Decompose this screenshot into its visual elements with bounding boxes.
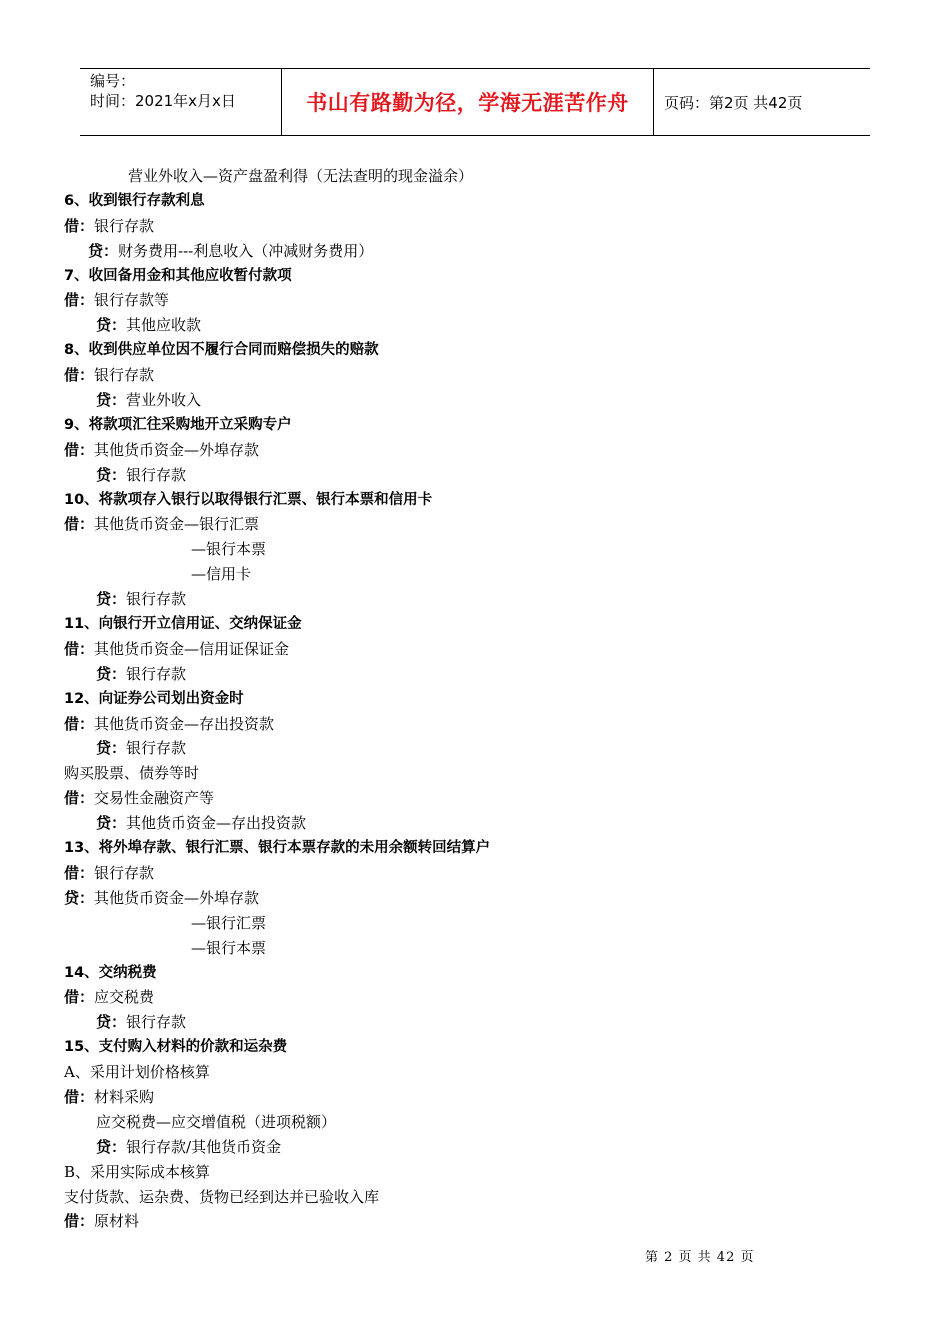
section-heading: 11、向银行开立信用证、交纳保证金 xyxy=(64,616,302,633)
journal-entry-line xyxy=(64,388,884,413)
body-text-line: —信用卡 xyxy=(191,565,252,584)
entry-account-text: 原材料 xyxy=(94,1212,140,1231)
header-meta-cell xyxy=(80,69,282,135)
entry-account-text: 银行存款 xyxy=(126,1013,187,1032)
journal-entry-line xyxy=(64,662,884,687)
entry-account-text: 银行存款等 xyxy=(94,291,170,310)
section-heading: 8、收到供应单位因不履行合同而赔偿损失的赔款 xyxy=(64,342,379,359)
section-heading: 14、交纳税费 xyxy=(64,964,157,981)
journal-entry-line xyxy=(64,886,884,911)
section-heading: 10、将款项存入银行以取得银行汇票、银行本票和信用卡 xyxy=(64,491,433,508)
header-page-cell xyxy=(654,69,870,135)
section-heading: 7、收回备用金和其他应收暂付款项 xyxy=(64,267,292,284)
entry-account-text: 材料采购 xyxy=(94,1087,155,1106)
entry-account-text: 其他货币资金—外埠存款 xyxy=(94,440,260,459)
entry-direction-label: 贷： xyxy=(96,1137,127,1156)
page-header xyxy=(80,68,870,136)
entry-direction-label: 贷： xyxy=(88,241,119,260)
header-motto-cell xyxy=(282,69,654,135)
journal-entry-line xyxy=(64,861,884,886)
journal-entry-line xyxy=(64,587,884,612)
entry-account-text: 银行存款 xyxy=(126,739,187,758)
section-heading: 13、将外埠存款、银行汇票、银行本票存款的未用余额转回结算户 xyxy=(64,840,491,857)
entry-direction-label: 借： xyxy=(64,789,95,808)
body-text-line: —银行本票 xyxy=(191,540,267,559)
document-number: 编号： xyxy=(90,72,136,90)
journal-entry-line xyxy=(64,288,884,313)
journal-entry-line xyxy=(64,463,884,488)
entry-direction-label: 借： xyxy=(64,639,95,658)
journal-entry-line xyxy=(64,239,884,264)
journal-entry-line xyxy=(64,1135,884,1160)
journal-entry-line xyxy=(64,1010,884,1035)
entry-account-text: 银行存款 xyxy=(94,863,155,882)
entry-account-text: 银行存款 xyxy=(126,465,187,484)
journal-entry-line xyxy=(64,786,884,811)
entry-direction-label: 借： xyxy=(64,863,95,882)
journal-entry-line xyxy=(64,313,884,338)
journal-entry-line xyxy=(64,736,884,761)
entry-account-text: 银行存款 xyxy=(94,216,155,235)
document-body xyxy=(64,164,884,1234)
entry-account-text: 应交税费 xyxy=(94,988,155,1007)
header-motto: 书山有路勤为径，学海无涯苦作舟 xyxy=(306,91,629,115)
entry-account-text: 银行存款 xyxy=(94,366,155,385)
body-text-line: 支付货款、运杂费、货物已经到达并已验收入库 xyxy=(64,1187,380,1206)
entry-account-text: 交易性金融资产等 xyxy=(94,789,215,808)
journal-entry-line xyxy=(64,438,884,463)
entry-account-text: 其他货币资金—信用证保证金 xyxy=(94,639,290,658)
body-text-line: 营业外收入—资产盘盈利得（无法查明的现金溢余） xyxy=(128,167,474,185)
body-text-line: —银行本票 xyxy=(191,938,267,957)
section-heading: 9、将款项汇往采购地开立采购专户 xyxy=(64,416,292,433)
entry-account-text: 营业外收入 xyxy=(126,391,202,410)
entry-direction-label: 借： xyxy=(64,216,95,235)
entry-direction-label: 借： xyxy=(64,1212,95,1231)
entry-direction-label: 贷： xyxy=(96,739,127,758)
section-heading: 12、向证券公司划出资金时 xyxy=(64,690,244,707)
journal-entry-line xyxy=(64,1085,884,1110)
entry-direction-label: 借： xyxy=(64,440,95,459)
body-text-line: A、采用计划价格核算 xyxy=(64,1063,210,1082)
body-text-line: B、采用实际成本核算 xyxy=(64,1162,211,1181)
body-text-line: 购买股票、债券等时 xyxy=(64,764,200,783)
header-page-number: 页码：第2页 共42页 xyxy=(664,93,803,112)
journal-entry-line xyxy=(64,214,884,239)
entry-account-text: 其他货币资金—存出投资款 xyxy=(94,714,275,733)
journal-entry-line xyxy=(64,637,884,662)
entry-direction-label: 贷： xyxy=(96,664,127,683)
page-footer: 第 2 页 共 42 页 xyxy=(645,1250,755,1265)
journal-entry-line xyxy=(64,363,884,388)
document-date: 时间：2021年x月x日 xyxy=(90,92,236,110)
entry-account-text: 其他货币资金—存出投资款 xyxy=(126,814,307,833)
journal-entry-line xyxy=(64,512,884,537)
entry-direction-label: 贷： xyxy=(64,888,95,907)
entry-direction-label: 贷： xyxy=(96,465,127,484)
journal-entry-line xyxy=(64,811,884,836)
entry-direction-label: 贷： xyxy=(96,1013,127,1032)
entry-direction-label: 借： xyxy=(64,291,95,310)
journal-entry-line xyxy=(64,985,884,1010)
journal-entry-line xyxy=(64,712,884,737)
entry-account-text: 其他应收款 xyxy=(126,316,202,335)
entry-direction-label: 借： xyxy=(64,714,95,733)
section-heading: 6、收到银行存款利息 xyxy=(64,192,205,209)
body-text-line: —银行汇票 xyxy=(191,913,267,932)
entry-account-text: 其他货币资金—银行汇票 xyxy=(94,515,260,534)
body-text-line: 应交税费—应交增值税（进项税额） xyxy=(96,1112,337,1131)
entry-direction-label: 借： xyxy=(64,988,95,1007)
entry-direction-label: 借： xyxy=(64,515,95,534)
section-heading: 15、支付购入材料的价款和运杂费 xyxy=(64,1039,288,1056)
entry-direction-label: 借： xyxy=(64,1087,95,1106)
entry-account-text: 银行存款 xyxy=(126,590,187,609)
entry-account-text: 银行存款 xyxy=(126,664,187,683)
entry-account-text: 财务费用---利息收入（冲减财务费用） xyxy=(118,241,374,260)
entry-account-text: 银行存款/其他货币资金 xyxy=(126,1137,282,1156)
entry-direction-label: 借： xyxy=(64,366,95,385)
entry-direction-label: 贷： xyxy=(96,316,127,335)
entry-direction-label: 贷： xyxy=(96,391,127,410)
entry-account-text: 其他货币资金—外埠存款 xyxy=(94,888,260,907)
entry-direction-label: 贷： xyxy=(96,814,127,833)
journal-entry-line xyxy=(64,1209,884,1234)
entry-direction-label: 贷： xyxy=(96,590,127,609)
